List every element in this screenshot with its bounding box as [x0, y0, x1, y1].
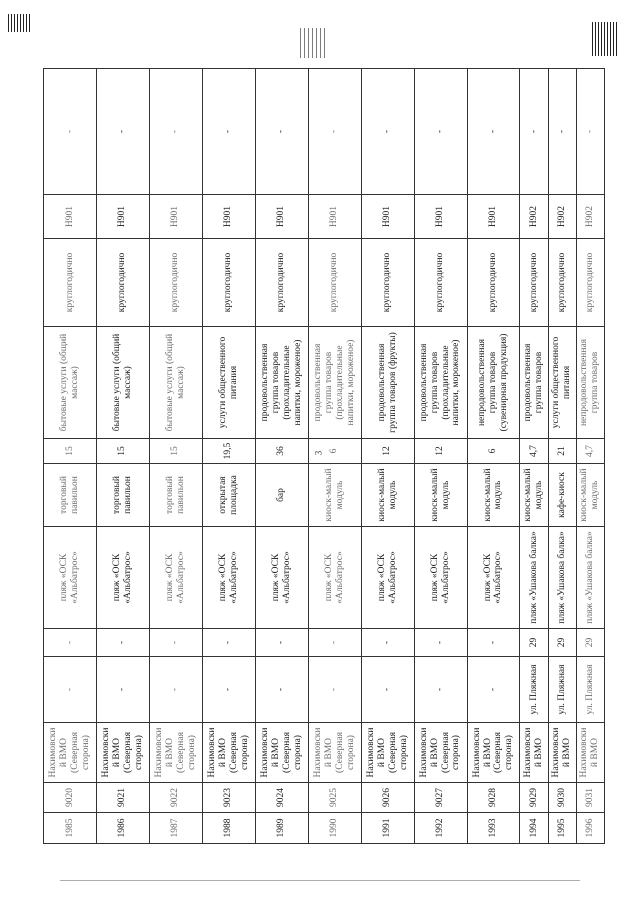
period-cell: круглогодично	[44, 239, 97, 327]
rotated-table-frame	[43, 69, 605, 844]
area-cell: 4,7	[520, 439, 548, 464]
district-cell: Нахимовский ВМО	[520, 723, 548, 783]
area-cell: 12	[414, 439, 467, 464]
object-type-cell: торговый павильон	[149, 464, 202, 527]
house-cell: -	[414, 629, 467, 657]
district-cell: Нахимовский ВМО (Северная сторона)	[149, 723, 202, 783]
scheme-cell: Н901	[149, 195, 202, 239]
code-cell: 9026	[361, 783, 414, 813]
specialization-cell: продовольственная группа товаров (фрукты)	[361, 327, 414, 439]
code-cell: 9021	[96, 783, 149, 813]
street-cell: -	[255, 657, 308, 723]
scheme-cell: Н901	[361, 195, 414, 239]
scan-mark-mid	[300, 28, 328, 58]
district-cell: Нахимовский ВМО	[548, 723, 576, 783]
table-row	[520, 69, 548, 844]
table-row	[576, 69, 604, 844]
specialization-cell: продовольственная группа товаров	[520, 327, 548, 439]
street-cell: -	[149, 657, 202, 723]
scheme-cell: Н902	[520, 195, 548, 239]
district-cell: Нахимовский ВМО (Северная сторона)	[361, 723, 414, 783]
code-cell: 9030	[548, 783, 576, 813]
scheme-cell: Н902	[576, 195, 604, 239]
note-cell: -	[467, 69, 520, 195]
object-type-cell: киоск-малый модуль	[520, 464, 548, 527]
location-cell: пляж «ОСК «Альбатрос»	[308, 527, 361, 629]
note-cell: -	[548, 69, 576, 195]
district-cell: Нахимовский ВМО (Северная сторона)	[414, 723, 467, 783]
house-cell: -	[255, 629, 308, 657]
page-number: 3	[313, 450, 324, 456]
district-cell: Нахимовский ВМО (Северная сторона)	[467, 723, 520, 783]
row-number-cell: 1989	[255, 813, 308, 844]
object-type-cell: киоск-малый модуль	[467, 464, 520, 527]
object-type-cell: торговый павильон	[96, 464, 149, 527]
period-cell: круглогодично	[149, 239, 202, 327]
period-cell: круглогодично	[361, 239, 414, 327]
district-cell: Нахимовский ВМО (Северная сторона)	[44, 723, 97, 783]
row-number-cell: 1995	[548, 813, 576, 844]
street-cell: ул. Пляжная	[520, 657, 548, 723]
specialization-cell: услуги общественного питания	[548, 327, 576, 439]
note-cell: -	[202, 69, 255, 195]
row-number-cell: 1990	[308, 813, 361, 844]
specialization-cell: продовольственная группа товаров (прохладительные напитки, мороженое)	[255, 327, 308, 439]
code-cell: 9029	[520, 783, 548, 813]
street-cell: -	[96, 657, 149, 723]
district-cell: Нахимовский ВМО (Северная сторона)	[202, 723, 255, 783]
table-row	[255, 69, 308, 844]
location-cell: пляж «Ушакова балка»	[548, 527, 576, 629]
location-cell: пляж «ОСК «Альбатрос»	[414, 527, 467, 629]
object-type-cell: торговый павильон	[44, 464, 97, 527]
area-cell: 36	[255, 439, 308, 464]
note-cell: -	[44, 69, 97, 195]
area-cell: 6	[308, 439, 361, 464]
code-cell: 9024	[255, 783, 308, 813]
scheme-cell: Н901	[44, 195, 97, 239]
location-cell: пляж «ОСК «Альбатрос»	[96, 527, 149, 629]
object-type-cell: киоск-малый модуль	[361, 464, 414, 527]
period-cell: круглогодично	[576, 239, 604, 327]
area-cell: 19,5	[202, 439, 255, 464]
table-row	[149, 69, 202, 844]
district-cell: Нахимовский ВМО (Северная сторона)	[96, 723, 149, 783]
note-cell: -	[149, 69, 202, 195]
location-cell: пляж «ОСК «Альбатрос»	[202, 527, 255, 629]
table-row	[361, 69, 414, 844]
scheme-cell: Н901	[96, 195, 149, 239]
rotated-table-area	[43, 69, 605, 844]
period-cell: круглогодично	[467, 239, 520, 327]
period-cell: круглогодично	[96, 239, 149, 327]
note-cell: -	[96, 69, 149, 195]
area-cell: 6	[467, 439, 520, 464]
house-cell: -	[308, 629, 361, 657]
table-row	[308, 69, 361, 844]
house-cell: 29	[576, 629, 604, 657]
period-cell: круглогодично	[414, 239, 467, 327]
street-cell: ул. Пляжная	[576, 657, 604, 723]
house-cell: -	[361, 629, 414, 657]
table-row	[548, 69, 576, 844]
street-cell: -	[308, 657, 361, 723]
period-cell: круглогодично	[548, 239, 576, 327]
row-number-cell: 1992	[414, 813, 467, 844]
specialization-cell: услуги общественного питания	[202, 327, 255, 439]
area-cell: 4,7	[576, 439, 604, 464]
row-number-cell: 1986	[96, 813, 149, 844]
house-cell: 29	[520, 629, 548, 657]
row-number-cell: 1993	[467, 813, 520, 844]
row-number-cell: 1991	[361, 813, 414, 844]
object-type-cell: кафе-киоск	[548, 464, 576, 527]
scan-mark-top-left	[8, 14, 30, 32]
code-cell: 9020	[44, 783, 97, 813]
district-cell: Нахимовский ВМО (Северная сторона)	[308, 723, 361, 783]
note-cell: -	[308, 69, 361, 195]
period-cell: круглогодично	[308, 239, 361, 327]
specialization-cell: бытовые услуги (общий массаж)	[96, 327, 149, 439]
specialization-cell: бытовые услуги (общий массаж)	[44, 327, 97, 439]
specialization-cell: продовольственная группа товаров (прохладительные напитки, мороженое)	[414, 327, 467, 439]
scheme-cell: Н902	[548, 195, 576, 239]
area-cell: 15	[96, 439, 149, 464]
location-cell: пляж «ОСК «Альбатрос»	[467, 527, 520, 629]
house-cell: -	[149, 629, 202, 657]
table-body	[44, 69, 605, 844]
house-cell: -	[202, 629, 255, 657]
area-cell: 15	[149, 439, 202, 464]
table-row	[96, 69, 149, 844]
object-type-cell: киоск-малый модуль	[308, 464, 361, 527]
object-type-cell: открытая площадка	[202, 464, 255, 527]
table-row	[202, 69, 255, 844]
area-cell: 15	[44, 439, 97, 464]
row-number-cell: 1985	[44, 813, 97, 844]
specialization-cell: непродовольственная группа товаров	[576, 327, 604, 439]
row-number-cell: 1994	[520, 813, 548, 844]
specialization-cell: непродовольственная группа товаров (сувенирная продукция)	[467, 327, 520, 439]
scan-mark-top-right	[592, 22, 618, 56]
period-cell: круглогодично	[255, 239, 308, 327]
scheme-cell: Н901	[255, 195, 308, 239]
note-cell: -	[414, 69, 467, 195]
code-cell: 9022	[149, 783, 202, 813]
house-cell: 29	[548, 629, 576, 657]
row-number-cell: 1987	[149, 813, 202, 844]
scan-mark-bottom	[60, 880, 580, 881]
specialization-cell: продовольственная группа товаров (прохладительные напитки, мороженое)	[308, 327, 361, 439]
code-cell: 9031	[576, 783, 604, 813]
street-cell: -	[414, 657, 467, 723]
table-row	[467, 69, 520, 844]
house-cell: -	[96, 629, 149, 657]
location-cell: пляж «ОСК «Альбатрос»	[149, 527, 202, 629]
street-cell: -	[467, 657, 520, 723]
table-row	[414, 69, 467, 844]
object-type-cell: киоск-малый модуль	[414, 464, 467, 527]
note-cell: -	[520, 69, 548, 195]
street-cell: -	[361, 657, 414, 723]
street-cell: -	[202, 657, 255, 723]
scheme-cell: Н901	[308, 195, 361, 239]
house-cell: -	[467, 629, 520, 657]
period-cell: круглогодично	[202, 239, 255, 327]
location-cell: пляж «ОСК «Альбатрос»	[255, 527, 308, 629]
note-cell: -	[361, 69, 414, 195]
house-cell: -	[44, 629, 97, 657]
note-cell: -	[255, 69, 308, 195]
code-cell: 9023	[202, 783, 255, 813]
code-cell: 9028	[467, 783, 520, 813]
row-number-cell: 1988	[202, 813, 255, 844]
location-cell: пляж «ОСК «Альбатрос»	[44, 527, 97, 629]
registry-table	[43, 68, 605, 844]
object-type-cell: бар	[255, 464, 308, 527]
scheme-cell: Н901	[414, 195, 467, 239]
row-number-cell: 1996	[576, 813, 604, 844]
scheme-cell: Н901	[202, 195, 255, 239]
period-cell: круглогодично	[520, 239, 548, 327]
code-cell: 9025	[308, 783, 361, 813]
district-cell: Нахимовский ВМО	[576, 723, 604, 783]
area-cell: 12	[361, 439, 414, 464]
table-row	[44, 69, 97, 844]
object-type-cell: киоск-малый модуль	[576, 464, 604, 527]
scheme-cell: Н901	[467, 195, 520, 239]
specialization-cell: бытовые услуги (общий массаж)	[149, 327, 202, 439]
street-cell: ул. Пляжная	[548, 657, 576, 723]
code-cell: 9027	[414, 783, 467, 813]
note-cell: -	[576, 69, 604, 195]
location-cell: пляж «ОСК «Альбатрос»	[361, 527, 414, 629]
street-cell: -	[44, 657, 97, 723]
area-cell: 21	[548, 439, 576, 464]
district-cell: Нахимовский ВМО (Северная сторона)	[255, 723, 308, 783]
location-cell: пляж «Ушакова балка»	[520, 527, 548, 629]
location-cell: пляж «Ушакова балка»	[576, 527, 604, 629]
